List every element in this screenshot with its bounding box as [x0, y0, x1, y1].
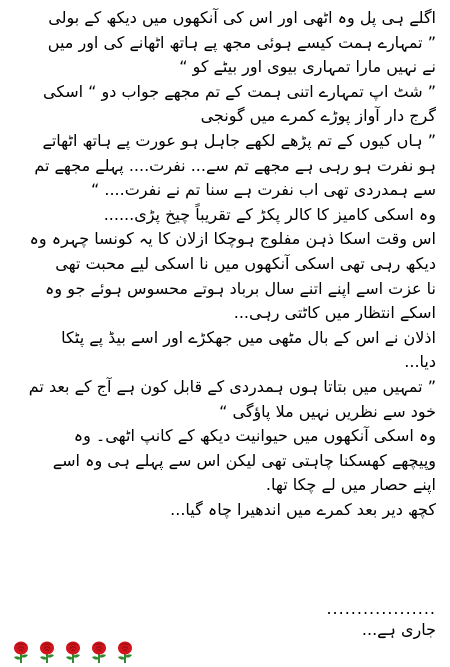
story-line: نا عزت اسے اپنے اتنے سال برباد ہوتے محسوس ہوئے جو وہ: [45, 278, 436, 298]
story-line: اذلان نے اس کے بال مٹھی میں جھکڑے اور اسے بیڈ پے پٹکا: [61, 327, 436, 347]
rose-icon: [36, 640, 58, 664]
story-line: اس وقت اسکا ذہن مفلوج ہوچکا ازلان کا یہ کونسا چہرہ وہ: [29, 229, 436, 249]
story-line: ” تمہیں میں بتاتا ہوں ہمدردی کے قابل کون ہے آج کے بعد تم: [28, 376, 436, 396]
story-line: ” ہاں کیوں کے تم پڑھے لکھے جاہل ہو عورت پے ہاتھ اٹھاتے: [42, 130, 436, 150]
story-line: کچھ دیر بعد کمرے میں اندھیرا چاہ گیا...: [170, 499, 436, 519]
to-be-continued-label: جاری ہے...: [361, 620, 436, 639]
story-line: دیا...: [404, 352, 436, 372]
story-line: خود سے نظریں نہیں ملا پاؤگی “: [219, 401, 436, 421]
rose-icon: [62, 640, 84, 664]
story-line: دیکھ رہی تھی اسکی آنکھوں میں نا اسکی لیے محبت تھی: [55, 253, 436, 273]
story-text: [14, 6, 436, 522]
story-line: اپنے حصار میں لے چکا تھا.: [265, 475, 436, 495]
story-line: اسکے انتظار میں کاٹتی رہی...: [233, 303, 436, 323]
story-line: وپیچھے کھسکنا چاہتی تھی لیکن اس سے پہلے ہی وہ اسے: [52, 450, 436, 470]
separator-dots: ..................: [326, 599, 436, 618]
rose-icon: [88, 640, 110, 664]
story-line: وہ اسکی کامیز کا کالر پکڑ کے تقریباً چیخ پڑی......: [103, 204, 436, 224]
story-footer: [0, 600, 450, 642]
rose-emoji-row: [10, 640, 136, 664]
story-line: ہو نفرت ہو رہی ہے مجھے تم سے... نفرت.... پہلے مجھے تم: [34, 155, 436, 175]
story-line: گرج دار آواز پوڑے کمرے میں گونجی: [200, 106, 436, 126]
rose-icon: [10, 640, 32, 664]
story-line: سے ہمدردی تھی اب نفرت ہے سنا تم نے نفرت.... “: [90, 180, 436, 200]
story-line: ” تمہارے ہمت کیسے ہوئی مجھ پے ہاتھ اٹھانے کی اور میں: [47, 32, 436, 52]
story-line: نے نہیں مارا تمہاری بیوی اور بیٹے کو “: [179, 57, 436, 77]
rose-icon: [114, 640, 136, 664]
story-line: اگلے ہی پل وہ اٹھی اور اس کی آنکھوں میں دیکھ کے بولی: [48, 8, 436, 27]
story-line: وہ اسکی آنکھوں میں حیوانیت دیکھ کے کانپ اٹھی۔ وہ: [73, 426, 436, 446]
story-line: ” شٹ اپ تمہارے اتنی ہمت کے تم مجھے جواب دو “ اسکی: [43, 81, 436, 101]
